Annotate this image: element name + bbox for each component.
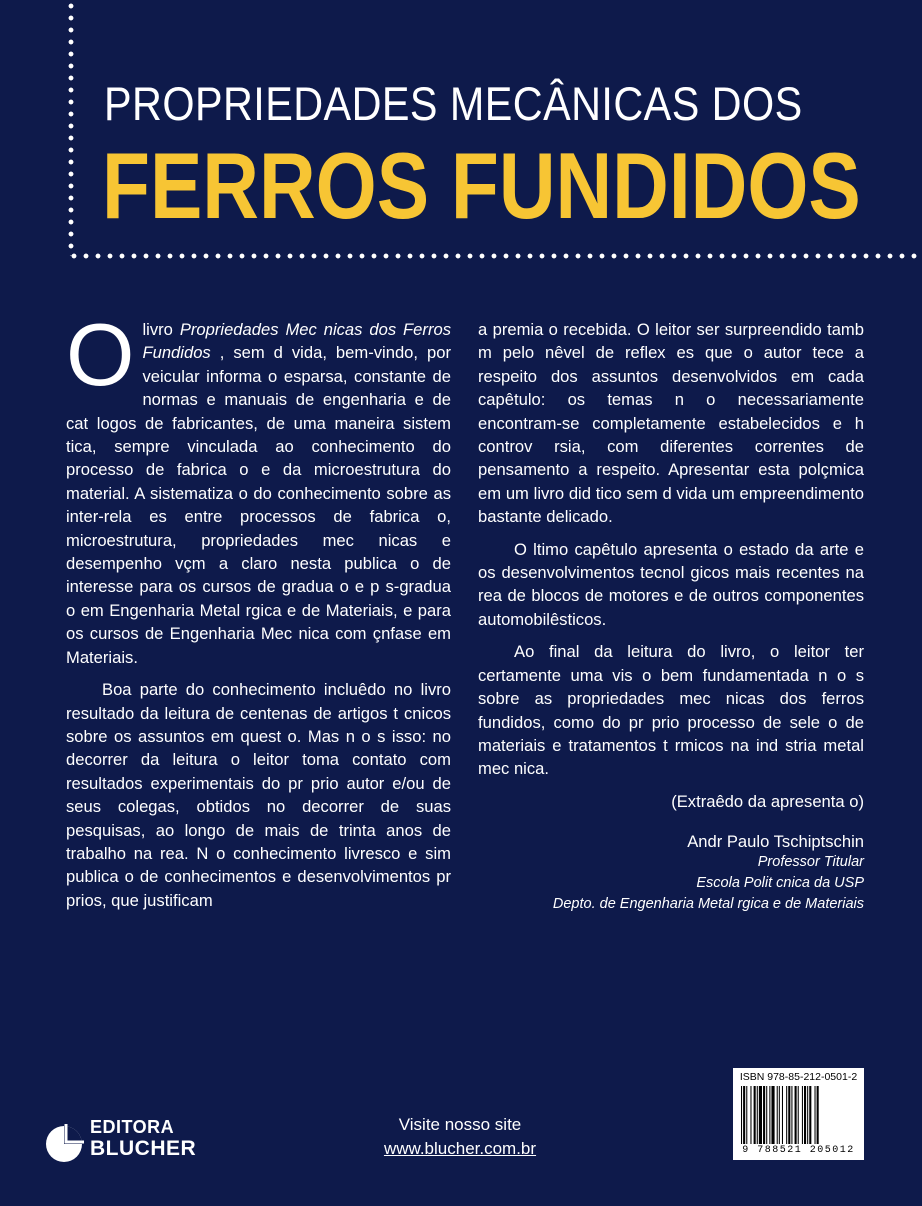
author-name: Andr Paulo Tschiptschin [687,832,864,852]
right-paragraph-3: Ao final da leitura do livro, o leitor ter certamente uma vis o bem fundamentada n o s sobre as propriedades mec nicas dos ferros fundidos, como do pr prio processo de sele o de materiais e tratamentos t rmicos na ind stria metal mec nica. [478,642,864,779]
barcode-bar [777,1086,778,1144]
drop-cap: O [66,305,135,404]
barcode-bar [757,1086,758,1144]
paragraph-text: livro [142,320,180,339]
barcode-bar [769,1086,770,1144]
dotted-frame-vertical [68,0,74,256]
barcode-bar [759,1086,762,1144]
barcode-bar [743,1086,745,1144]
dotted-frame-horizontal [68,252,922,260]
barcode-digits: 9 788521 205012 [742,1145,855,1156]
barcode-bar [746,1086,747,1144]
barcode-bar [771,1086,774,1144]
isbn-text: ISBN 978-85-212-0501-2 [739,1071,858,1083]
barcode-bar [791,1086,792,1144]
barcode-bar [804,1086,806,1144]
website-block [360,1113,560,1161]
author-role: Professor Titular [757,854,864,871]
barcode-bar [782,1086,783,1144]
barcode-bar [754,1086,756,1144]
right-text-column [478,318,864,915]
signature-block [478,831,864,915]
website-link[interactable]: www.blucher.com.br [383,1139,537,1158]
publisher-name-line-2: BLUCHER [90,1137,197,1160]
author-department: Depto. de Engenharia Metal rgica e de Materiais [552,896,864,913]
left-paragraph-2: Boa parte do conhecimento incluêdo no livro resultado da leitura de centenas de artigos t cnicos sobre os assuntos em quest o. Mas n o s isso: no decorrer da leitura o leitor toma contato com resultados experimentais do pr prio autor e/ou de seus colegas, obtidos no decorrer de suas pesquisas, ao longo de mais de trinta anos de trabalho na rea. N o conhecimento livresco e sim publica o de conhecimentos e desenvolvimentos pr prios, que justificam [66,680,451,910]
publisher-logo [44,1114,224,1170]
barcode-bar [750,1086,751,1144]
barcode-bar [809,1086,811,1144]
website-label: Visite nosso site [398,1115,522,1134]
barcode-bar [788,1086,790,1144]
book-title-italic: Propriedades Mec nicas dos Ferros Fundidos [142,320,451,363]
barcode-bar [779,1086,780,1144]
left-text-column [66,305,451,921]
right-paragraph-1: a premia o recebida. O leitor ser surpreendido tamb m pelo nêvel de reflex es que o autor tece a respeito dos assuntos desenvolvidos em cada capêtulo: os temas n o necessariamente encontram-se completamente estabelecidos e h controv rsia, com diferentes correntes de pensamento a respeito. Apresentar esta polçmica em um livro did tico sem d vida um empreendimento bastante delicado. [478,320,864,527]
barcode-bar [795,1086,797,1144]
title-line-2: FERROS FUNDIDOS [102,133,861,238]
barcode-bar [802,1086,803,1144]
title-line-1: PROPRIEDADES MECÂNICAS DOS [104,77,803,130]
paragraph-text: , sem d vida, bem-vindo, por veicular informa o esparsa, constante de normas e manuais de engenharia e de cat logos de fabricantes, de uma maneira sistem tica, sempre vinculada ao conhecimento do processo de fabrica o e da microestrutura do material. A sistematiza o do conhecimento sobre as inter-rela es entre processos de fabrica o, microestrutura, propriedades mec nicas e desempenho vçm a claro nesta publica o de interesse para os cursos de gradua o e p s-gradua o em Engenharia Metal rgica e de Materiais, e para os cursos de Engenharia Mec nica com çnfase em Materiais. [66,343,451,667]
author-institution: Escola Polit cnica da USP [696,875,864,892]
isbn-barcode [733,1068,864,1160]
right-paragraph-2: O ltimo capêtulo apresenta o estado da arte e os desenvolvimentos tecnol gicos mais recentes na rea de blocos de motores e de outros componentes automobilêsticos. [478,539,864,629]
publisher-name-line-1: EDITORA [90,1117,175,1137]
source-note: (Extraêdo da apresenta o) [671,791,864,811]
barcode-bar [798,1086,799,1144]
barcode-bar [807,1086,808,1144]
barcode-bar [786,1086,787,1144]
barcode-bar [763,1086,765,1144]
left-paragraph-1 [66,305,451,669]
barcode-bar [817,1086,819,1144]
barcode-bars [741,1086,856,1144]
barcode-bar [815,1086,816,1144]
barcode-bar [766,1086,767,1144]
publisher-logo-icon [44,1118,88,1168]
barcode-bar [741,1086,742,1144]
